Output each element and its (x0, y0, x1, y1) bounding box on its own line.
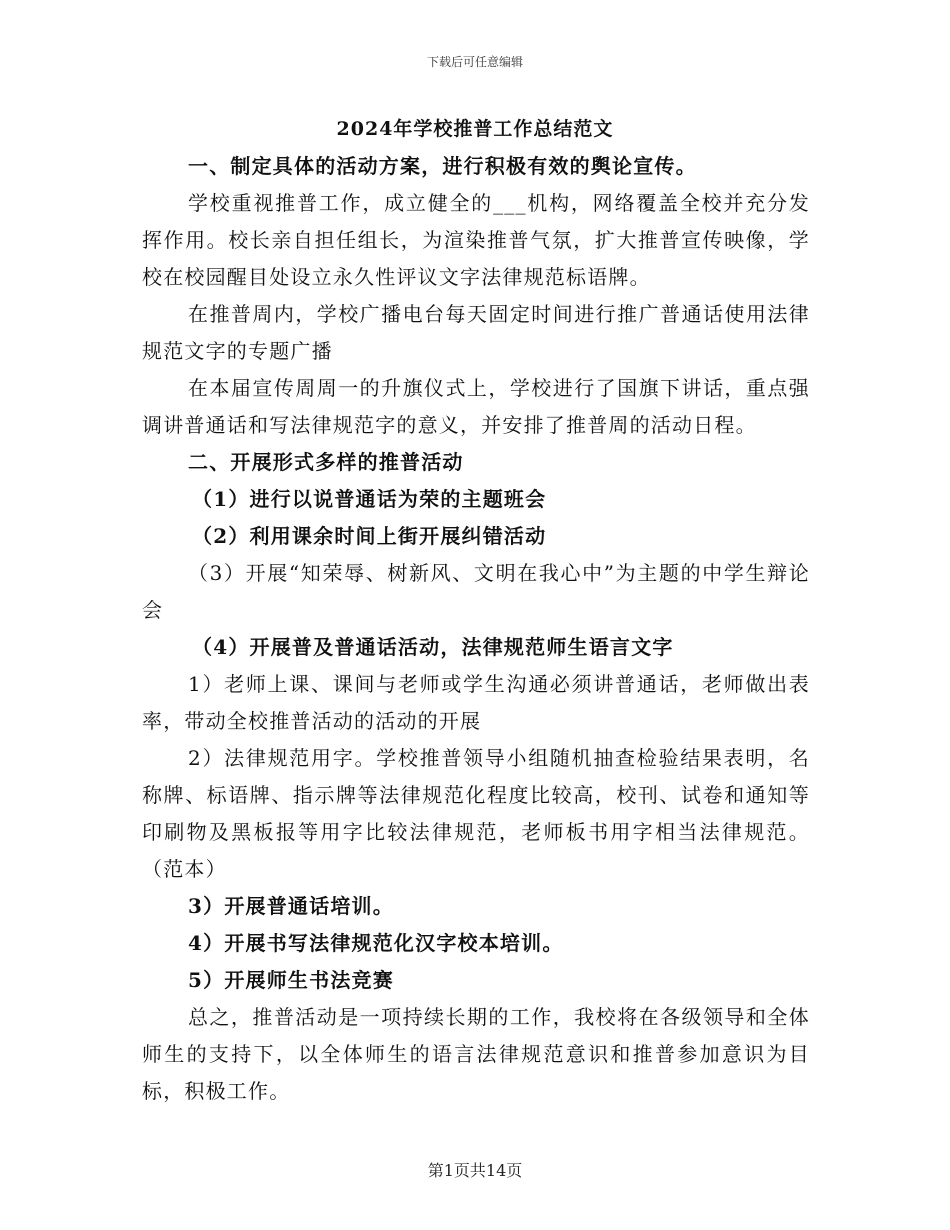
page-header-note: 下载后可任意编辑 (426, 55, 523, 69)
activity-item-4: （4）开展普及普通话活动，法律规范师生语言文字 (192, 635, 674, 659)
document-title: 2024年学校推普工作总结范文 (336, 118, 614, 140)
paragraph-broadcast: 在推普周内，学校广播电台每天固定时间进行推广普通话使用法律规范文字的专题广播 (142, 302, 810, 363)
section-heading-2: 二、开展形式多样的推普活动 (188, 450, 464, 474)
activity-item-2: （2）利用课余时间上街开展纠错活动 (192, 524, 547, 548)
sub-point-5: 5）开展师生书法竞赛 (188, 968, 394, 992)
sub-point-2: 2）法律规范用字。学校推普领导小组随机抽查检验结果表明，名称牌、标语牌、指示牌等法律规范化程度比较高，校刊、试卷和通知等印刷物及黑板报等用字比较法律规范，老师板书用字相当法律规范。（范本） (142, 746, 810, 881)
sub-point-3: 3）开展普通话培训。 (188, 894, 394, 918)
activity-item-3: （3）开展“知荣辱、树新风、文明在我心中”为主题的中学生辩论会 (142, 561, 810, 622)
sub-point-4: 4）开展书写法律规范化汉字校本培训。 (188, 931, 564, 955)
paragraph-flag-ceremony: 在本届宣传周周一的升旗仪式上，学校进行了国旗下讲话，重点强调讲普通话和写法律规范字的意义，并安排了推普周的活动日程。 (142, 376, 810, 437)
page-number: 第1页共14页 (427, 1161, 523, 1180)
document-body (142, 148, 810, 1110)
activity-item-1: （1）进行以说普通话为荣的主题班会 (192, 487, 547, 511)
section-heading-1: 一、制定具体的活动方案，进行积极有效的舆论宣传。 (188, 154, 697, 178)
conclusion-paragraph: 总之，推普活动是一项持续长期的工作，我校将在各级领导和全体师生的支持下，以全体师生的语言法律规范意识和推普参加意识为目标，积极工作。 (142, 1005, 810, 1103)
paragraph-organization: 学校重视推普工作，成立健全的___机构，网络覆盖全校并充分发挥作用。校长亲自担任组长，为渲染推普气氛，扩大推普宣传映像，学校在校园醒目处设立永久性评议文字法律规范标语牌。 (142, 191, 810, 289)
sub-point-1: 1）老师上课、课间与老师或学生沟通必须讲普通话，老师做出表率，带动全校推普活动的活动的开展 (142, 672, 810, 733)
